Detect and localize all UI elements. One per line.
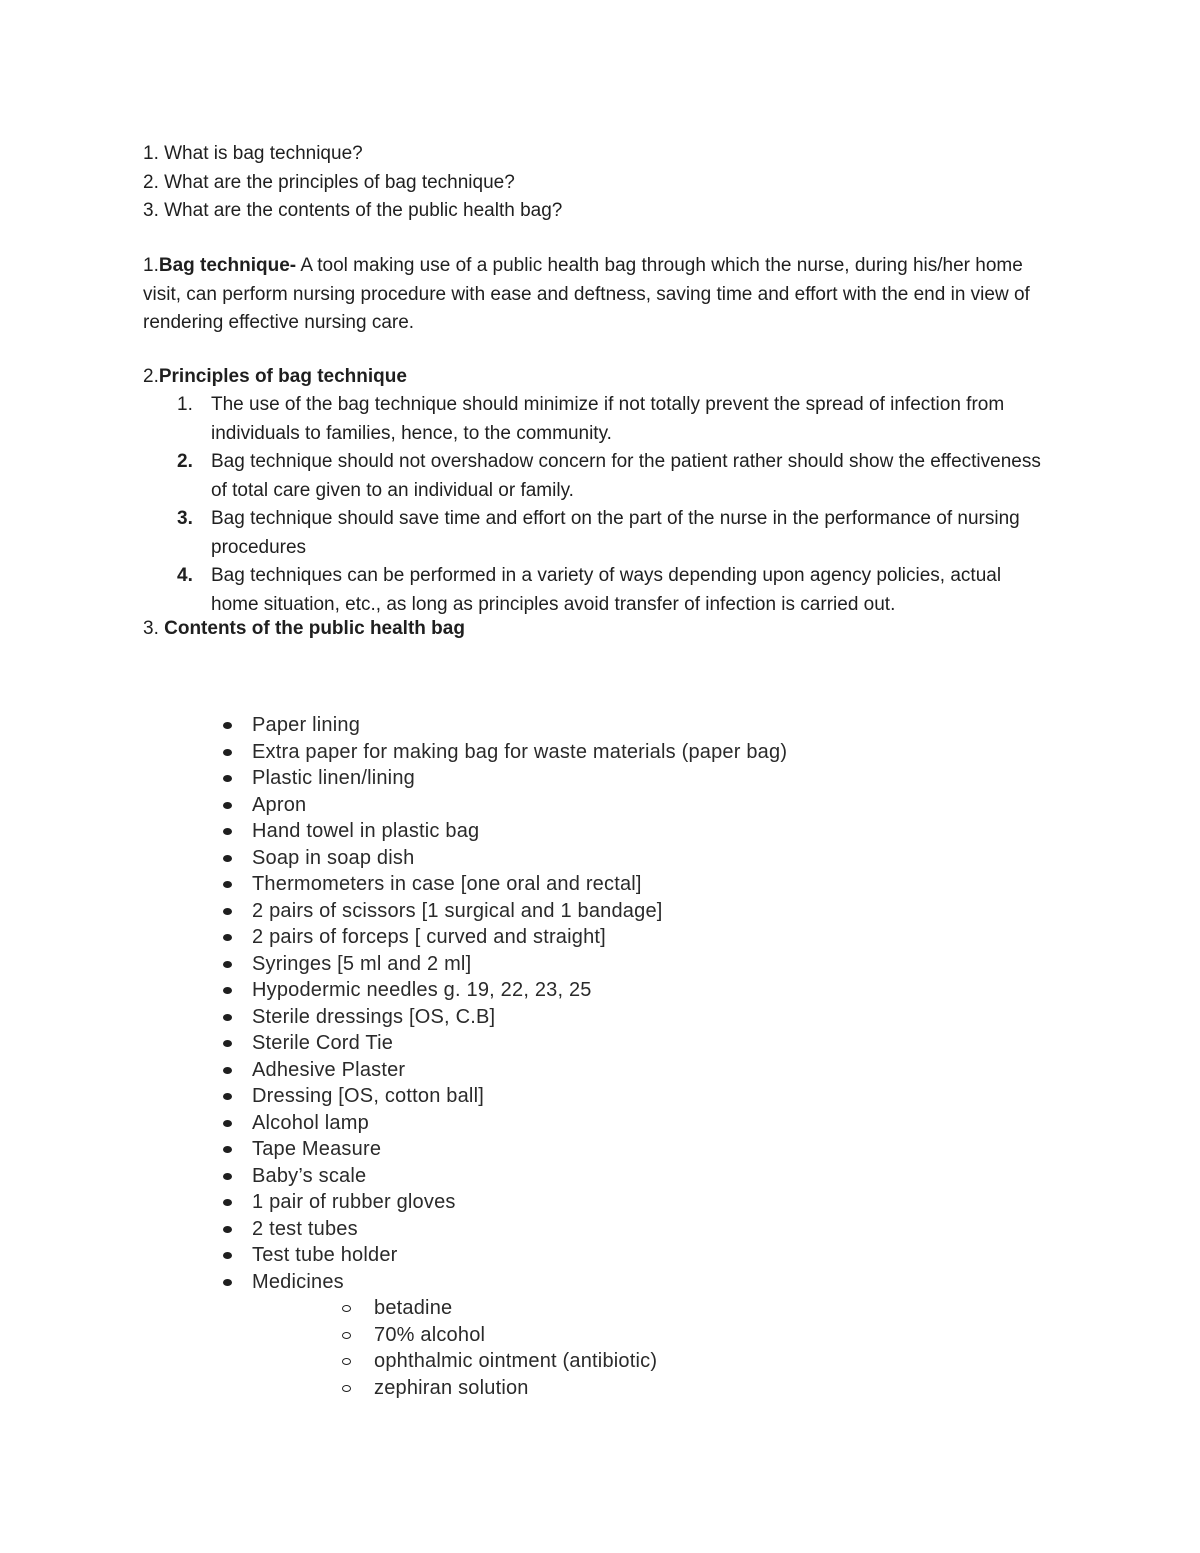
list-item-label: Hypodermic needles g. 19, 22, 23, 25	[252, 979, 592, 1001]
medicines-sublist	[340, 1295, 1018, 1401]
list-item	[218, 1242, 1018, 1269]
list-item	[218, 898, 1018, 925]
sub-list-item	[340, 1375, 1018, 1402]
bullet-icon	[218, 1083, 252, 1110]
list-item	[218, 951, 1018, 978]
bullet-icon	[218, 1216, 252, 1243]
list-item	[218, 1269, 1018, 1296]
answer1-text: A tool making use of a public health bag through which the nurse, during his/her home visit, can perform nursing procedure with ease and deftness, saving time and effort with the end in view of rendering effective nursing care.	[143, 255, 1030, 333]
list-item-label: Plastic linen/lining	[252, 767, 415, 789]
bullet-icon	[218, 845, 252, 872]
principle-number: 2.	[177, 451, 193, 472]
principles-list	[143, 391, 1048, 619]
questions-list	[143, 140, 1083, 226]
sub-list-item	[340, 1348, 1018, 1375]
list-item-label: 2 test tubes	[252, 1217, 358, 1240]
list-item	[218, 871, 1018, 898]
bullet-icon	[218, 739, 252, 766]
list-item	[218, 977, 1018, 1004]
answer2-prefix: 2.	[143, 366, 159, 387]
list-item	[218, 845, 1018, 872]
question-2: 2. What are the principles of bag technique?	[143, 171, 515, 193]
list-item-label: Sterile Cord Tie	[252, 1032, 394, 1054]
list-item-label: Sterile dressings [OS, C.B]	[252, 1005, 496, 1028]
answer1-heading: Bag technique-	[158, 255, 297, 276]
bullet-icon	[218, 924, 252, 951]
sub-list-item-label: 70% alcohol	[374, 1323, 486, 1346]
list-item-label: Soap in soap dish	[252, 846, 415, 869]
list-item	[218, 1083, 1018, 1110]
list-item	[218, 818, 1018, 845]
bullet-icon	[218, 818, 252, 845]
bullet-icon	[218, 1110, 252, 1137]
list-item	[218, 765, 1018, 792]
bullet-icon	[218, 977, 252, 1004]
bullet-icon	[218, 1189, 252, 1216]
list-item	[218, 739, 1018, 766]
principle-text: Bag technique should not overshadow concern for the patient rather should show the effectiveness of total care given to an individual or family.	[211, 451, 1041, 501]
list-item-label: Baby’s scale	[252, 1164, 367, 1187]
list-item-label: Medicines	[252, 1270, 344, 1293]
answer3-prefix: 3.	[143, 618, 165, 639]
bullet-icon	[218, 1163, 252, 1190]
circle-bullet-icon	[340, 1375, 374, 1402]
answer-principles-heading	[143, 363, 407, 392]
answer3-heading: Contents of the public health bag	[164, 618, 465, 639]
list-item	[218, 1216, 1018, 1243]
sub-list-item-label: zephiran solution	[374, 1376, 529, 1399]
list-item	[218, 792, 1018, 819]
bullet-icon	[218, 792, 252, 819]
bullet-icon	[218, 1057, 252, 1084]
answer1-prefix: 1.	[143, 255, 159, 276]
bullet-icon	[218, 951, 252, 978]
bullet-icon	[218, 1136, 252, 1163]
list-item-label: 2 pairs of scissors [1 surgical and 1 bandage]	[252, 899, 663, 922]
question-3: 3. What are the contents of the public health bag?	[143, 200, 563, 221]
principle-number: 4.	[177, 565, 193, 586]
contents-list	[218, 712, 1018, 1401]
list-item-label: 2 pairs of forceps [ curved and straight]	[252, 926, 606, 948]
bullet-icon	[218, 871, 252, 898]
list-item-label: Adhesive Plaster	[252, 1058, 406, 1081]
bullet-icon	[218, 712, 252, 739]
list-item	[218, 1110, 1018, 1137]
list-item	[218, 1057, 1018, 1084]
circle-bullet-icon	[340, 1322, 374, 1349]
list-item-label: Extra paper for making bag for waste materials (paper bag)	[252, 740, 788, 763]
principle-item	[143, 562, 1048, 619]
answer-bag-technique	[143, 252, 1048, 338]
list-item-label: Hand towel in plastic bag	[252, 820, 480, 842]
question-1: 1. What is bag technique?	[143, 143, 363, 164]
principle-item	[143, 448, 1048, 505]
list-item	[218, 1163, 1018, 1190]
principle-text: Bag techniques can be performed in a variety of ways depending upon agency policies, actual home situation, etc., as long as principles avoid transfer of infection is carried out.	[211, 565, 1002, 615]
principle-text: Bag technique should save time and effort on the part of the nurse in the performance of nursing procedures	[211, 508, 1020, 558]
list-item-label: Alcohol lamp	[252, 1111, 369, 1134]
principle-number: 1.	[177, 394, 193, 415]
sub-list-item-label: ophthalmic ointment (antibiotic)	[374, 1350, 658, 1372]
principle-item	[143, 391, 1048, 448]
sub-list-item-label: betadine	[374, 1297, 453, 1319]
bullet-icon	[218, 1269, 252, 1296]
list-item-label: Dressing [OS, cotton ball]	[252, 1085, 484, 1107]
list-item-label: Paper lining	[252, 714, 361, 736]
bullet-icon	[218, 1242, 252, 1269]
bullet-icon	[218, 1004, 252, 1031]
list-item-label: Tape Measure	[252, 1138, 382, 1160]
answer-contents-heading	[143, 615, 465, 644]
list-item	[218, 712, 1018, 739]
list-item	[218, 1030, 1018, 1057]
list-item	[218, 924, 1018, 951]
circle-bullet-icon	[340, 1295, 374, 1322]
list-item	[218, 1136, 1018, 1163]
answer2-heading: Principles of bag technique	[158, 366, 407, 387]
list-item-label: 1 pair of rubber gloves	[252, 1191, 456, 1213]
list-item	[218, 1004, 1018, 1031]
sub-list-item	[340, 1295, 1018, 1322]
list-item-label: Thermometers in case [one oral and rectal]	[252, 873, 642, 895]
circle-bullet-icon	[340, 1348, 374, 1375]
bullet-icon	[218, 1030, 252, 1057]
bullet-icon	[218, 765, 252, 792]
list-item-label: Apron	[252, 793, 307, 816]
list-item-label: Syringes [5 ml and 2 ml]	[252, 952, 472, 975]
principle-text: The use of the bag technique should minimize if not totally prevent the spread of infection from individuals to families, hence, to the community.	[211, 394, 1005, 444]
principle-item	[143, 505, 1048, 562]
list-item	[218, 1189, 1018, 1216]
bullet-icon	[218, 898, 252, 925]
principle-number: 3.	[177, 508, 193, 529]
sub-list-item	[340, 1322, 1018, 1349]
list-item-label: Test tube holder	[252, 1244, 398, 1266]
